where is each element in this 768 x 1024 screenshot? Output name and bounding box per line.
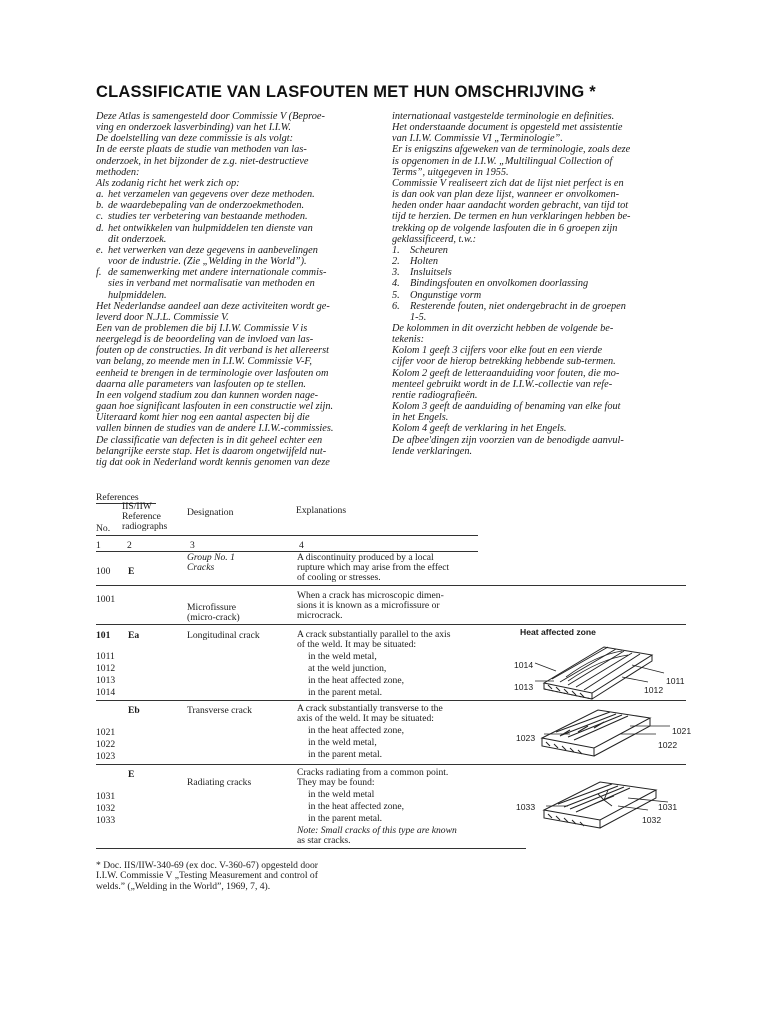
list-item: b. de waardebepaling van de onderzoekmethoden. (96, 200, 305, 212)
sub-ref-no: 1031 (96, 791, 116, 802)
list-item: d. het ontwikkelen van hulpmiddelen ten dienste van (96, 222, 313, 234)
label-1032: 1032 (642, 815, 662, 825)
text-line: menteel gebruikt wordt in de I.I.W.-collectie van refe- (392, 378, 613, 390)
divider (96, 764, 686, 765)
text-line: sies in verband met normalisatie van methoden en (108, 278, 315, 290)
text-line: rentie radiografieën. (392, 389, 478, 401)
designation: Microfissure (187, 602, 237, 613)
explanation-line: sions it is known as a microfissure or (297, 600, 440, 611)
text-line: neergelegd is de beoordeling van de invloed van las- (96, 334, 314, 346)
text-line: tijd te herzien. De termen en hun verklaringen hebben be- (392, 211, 631, 223)
label-1031: 1031 (658, 802, 678, 812)
text-line: eenheid te brengen in de terminologie over lasfouten om (96, 367, 329, 379)
explanation-line: A discontinuity produced by a local (297, 552, 434, 563)
explanation-line: They may be found: (297, 777, 375, 788)
text-line: is opgenomen in de I.I.W. „Multilingual Collection of (392, 155, 613, 167)
text-line: In een volgend stadium zou dan kunnen worden nage- (96, 389, 319, 401)
ref-no: 1001 (96, 594, 116, 605)
sub-location: in the heat affected zone, (308, 675, 404, 686)
text-line: belangrijke eerste stap. Het is daarom ongetwijfeld nut- (96, 445, 327, 457)
text-line: onderzoek, in het bijzonder de z.g. niet-destructieve (96, 155, 309, 167)
text-line: Kolom 3 geeft de aanduiding of benaming van elke fout (392, 401, 621, 413)
text-line: De kolommen in dit overzicht hebben de volgende be- (392, 322, 614, 334)
sub-location: in the weld metal, (308, 651, 377, 662)
header-reference: Reference (122, 511, 161, 522)
explanation-line: axis of the weld. It may be situated: (297, 713, 434, 724)
explanation-line: microcrack. (297, 610, 343, 621)
text-line: 1-5. (410, 311, 427, 323)
text-line: daarna alle parameters van lasfouten op te stellen. (96, 378, 306, 390)
footnote-line: welds.” („Welding in the World”, 1969, 7, 4). (96, 880, 271, 892)
sub-ref-no: 1011 (96, 651, 115, 662)
header-iis: IIS/IIW (122, 501, 152, 512)
text-line: Terms”, uitgegeven in 1955. (392, 166, 509, 178)
header-designation: Designation (187, 507, 234, 518)
explanation-line: rupture which may arise from the effect (297, 562, 450, 573)
designation: Longitudinal crack (187, 630, 260, 641)
group-item: 5. Ongunstige vorm (392, 289, 482, 301)
text-line: gaan hoe significant lasfouten in een constructie wel zijn. (96, 401, 334, 413)
text-line: heden onder haar aandacht worden gebracht, van tijd tot (392, 200, 629, 212)
col-number-3: 3 (190, 540, 195, 551)
text-line: ving en onderzoek lasverbinding) van het I.I.W. (96, 122, 291, 134)
designation: Transverse crack (187, 705, 252, 716)
divider (96, 848, 526, 849)
text-line: trekking op de volgende lasfouten die in 6 groepen zijn (392, 222, 618, 234)
text-line: in het Engels. (392, 412, 449, 424)
text-line: hulpmiddelen. (108, 289, 167, 301)
text-line: methoden: (96, 166, 140, 178)
sub-ref-no: 1033 (96, 815, 116, 826)
group-item: 4. Bindingsfouten en onvolkomen doorlassing (392, 278, 589, 290)
ref-no: 100 (96, 566, 111, 577)
text-line: is dan ook van plan deze lijst, wanneer er onvolkomen- (392, 189, 620, 201)
text-line: lende verklaringen. (392, 445, 473, 457)
text-line: internationaal vastgestelde terminologie en definities. (392, 111, 615, 122)
sub-ref-no: 1022 (96, 739, 116, 750)
text-line: tekenis: (392, 334, 425, 346)
text-line: Het Nederlandse aandeel aan deze activiteiten wordt ge- (96, 300, 330, 312)
sub-location: in the heat affected zone, (308, 725, 404, 736)
classification-table (96, 490, 692, 860)
col-number-4: 4 (299, 540, 304, 551)
divider (96, 535, 478, 536)
text-line: leverd door N.J.L. Commissie V. (96, 311, 229, 323)
list-item: f. de samenwerking met andere internationale commis- (96, 267, 327, 279)
text-line: voor de industrie. (Zie „Welding in the World”). (108, 256, 307, 268)
explanation-line: A crack substantially parallel to the axis (297, 629, 451, 640)
group-item: 1. Scheuren (392, 244, 448, 256)
divider (96, 585, 686, 586)
text-line: De doelstelling van deze commissie is als volgt: (96, 133, 294, 145)
text-line: dit onderzoek. (108, 233, 167, 245)
ref-radiograph: Ea (128, 630, 140, 641)
text-line: In de eerste plaats de studie van methoden van las- (96, 144, 307, 156)
text-line: De classificatie van defecten is in dit geheel echter een (96, 434, 323, 446)
explanation-line: of the weld. It may be situated: (297, 639, 417, 650)
ref-radiograph: Eb (128, 705, 140, 716)
sub-location: in the weld metal (308, 789, 375, 800)
sub-ref-no: 1032 (96, 803, 116, 814)
sub-ref-no: 1013 (96, 675, 116, 686)
list-item: a. het verzamelen van gegevens over deze methoden. (96, 189, 315, 201)
label-1023: 1023 (516, 733, 536, 743)
text-line: vallen binnen de studies van de andere I.I.W.-commissies. (96, 423, 334, 435)
text-line: Kolom 1 geeft 3 cijfers voor elke fout en een vierde (392, 345, 603, 357)
sub-ref-no: 1021 (96, 727, 116, 738)
label-1012: 1012 (644, 685, 664, 695)
col-number-1: 1 (96, 540, 101, 551)
text-line: cijfer voor de hierop betrekking hebbende sub-termen. (392, 356, 616, 368)
intro-right-column (392, 111, 678, 457)
note-line: as star cracks. (297, 835, 351, 846)
sub-location: in the weld metal, (308, 737, 377, 748)
header-no: No. (96, 523, 111, 534)
sub-ref-no: 1023 (96, 751, 116, 762)
figure-title: Heat affected zone (520, 627, 596, 637)
label-1014: 1014 (514, 660, 534, 670)
label-1021: 1021 (672, 726, 692, 736)
sub-location: in the parent metal. (308, 687, 383, 698)
sub-ref-no: 1012 (96, 663, 116, 674)
divider (96, 624, 686, 625)
text-line: tig dat ook in Nederland wordt kennis genomen van deze (96, 456, 330, 468)
label-1013: 1013 (514, 682, 534, 692)
explanation-line: Cracks radiating from a common point. (297, 767, 449, 778)
group-item: 3. Insluitsels (392, 267, 452, 279)
ref-radiograph: E (128, 769, 135, 780)
text-line: Een van de problemen die bij I.I.W. Commissie V is (96, 322, 308, 334)
text-line: Commissie V realiseert zich dat de lijst niet perfect is en (392, 177, 624, 189)
label-1022: 1022 (658, 740, 678, 750)
text-line: De afbee'dingen zijn voorzien van de benodigde aanvul- (392, 434, 624, 446)
group-item: 6. Resterende fouten, niet ondergebracht in de groepen (392, 300, 626, 312)
designation: (micro-crack) (187, 612, 240, 623)
sub-ref-no: 1014 (96, 687, 116, 698)
sub-location: at the weld junction, (308, 663, 387, 674)
list-item: c. studies ter verbetering van bestaande methoden. (96, 211, 308, 223)
list-item: e. het verwerken van deze gegevens in aanbevelingen (96, 244, 318, 256)
sub-location: in the heat affected zone, (308, 801, 404, 812)
explanation-line: When a crack has microscopic dimen- (297, 590, 444, 601)
label-1033: 1033 (516, 802, 536, 812)
ref-radiograph: E (128, 566, 135, 577)
page-title: CLASSIFICATIE VAN LASFOUTEN MET HUN OMSCHRIJVING * (96, 83, 596, 101)
footnote-line: * Doc. IIS/IIW-340-69 (ex doc. V-360-67) opgesteld door (96, 860, 318, 871)
text-line: Er is enigszins afgeweken van de terminologie, zoals deze (392, 144, 631, 156)
text-line: geklassificeerd, t.w.: (392, 233, 477, 245)
text-line: Het onderstaande document is opgesteld met assistentie (392, 122, 623, 134)
note-line: Note: Small cracks of this type are known (297, 825, 457, 836)
label-1011: 1011 (666, 676, 685, 686)
header-explanations: Explanations (296, 505, 347, 516)
text-line: Kolom 4 geeft de verklaring in het Engels. (392, 423, 567, 435)
ref-no: 101 (96, 630, 111, 641)
designation: Radiating cracks (187, 777, 252, 788)
text-line: van belang, zo meende men in I.I.W. Commissie V-F, (96, 356, 312, 368)
explanation-line: A crack substantially transverse to the (297, 703, 443, 714)
text-line: Als zodanig richt het werk zich op: (96, 177, 240, 189)
text-line: Uiteraard komt hier nog een aantal aspecten bij die (96, 412, 310, 424)
text-line: Kolom 2 geeft de letteraanduiding voor fouten, die mo- (392, 367, 620, 379)
footnote-line: I.I.W. Commissie V „Testing Measurement and control of (96, 870, 318, 882)
header-radiographs: radiographs (122, 521, 168, 532)
sub-location: in the parent metal. (308, 813, 383, 824)
explanation-line: of cooling or stresses. (297, 572, 381, 583)
intro-left-column (96, 111, 378, 468)
footnote (96, 861, 396, 892)
sub-location: in the parent metal. (308, 749, 383, 760)
transverse-crack-figure (534, 704, 684, 762)
group-name: Cracks (187, 562, 215, 573)
text-line: fouten op de constructies. In dit verband is het allereerst (96, 345, 329, 357)
text-line: Deze Atlas is samengesteld door Commissie V (Beproe- (96, 111, 325, 122)
group-item: 2. Holten (392, 256, 439, 268)
header-references: References (96, 492, 139, 503)
col-number-2: 2 (127, 540, 132, 551)
group-label: Group No. 1 (187, 552, 235, 563)
text-line: van I.I.W. Commissie VI „Terminologie”. (392, 133, 563, 145)
